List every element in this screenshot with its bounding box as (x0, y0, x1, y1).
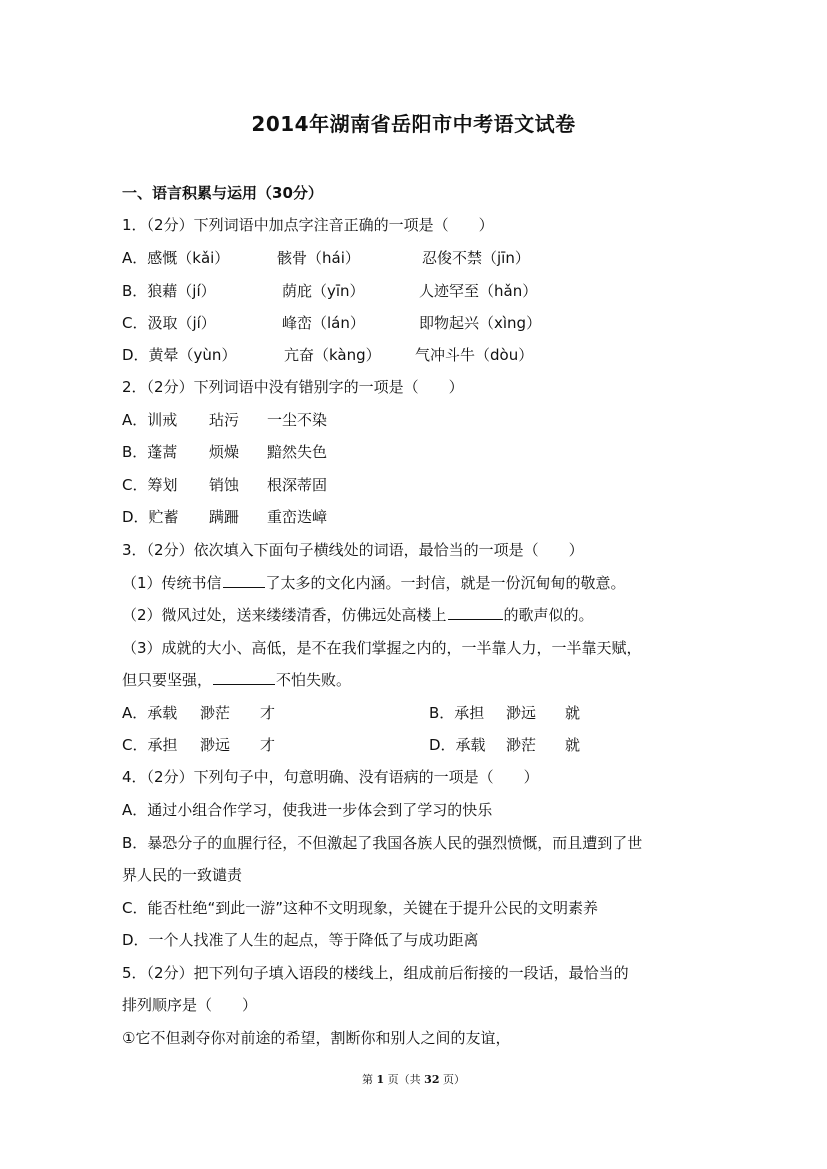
q4-option-d: D．一个人找准了人生的起点，等于降低了与成功距离 (122, 931, 479, 949)
question-3-stem: 3．（2分）依次填入下面句子横线处的词语，最恰当的一项是（ ） (122, 541, 584, 559)
q1-b-word3: 人迹罕至（hǎn） (419, 282, 538, 300)
q2-b-word1: B．蓬蒿 (122, 443, 178, 461)
q1-option-b (122, 281, 538, 301)
q5-sentence-1: ①它不但剥夺你对前途的希望，割断你和别人之间的友谊， (122, 1029, 511, 1047)
q3-sentence-3: （3）成就的大小、高低，是不在我们掌握之内的，一半靠人力，一半靠天赋， (122, 639, 642, 657)
footer-pre: 第 (362, 1073, 374, 1086)
q3-s2-post: 的歌声似的。 (503, 606, 594, 624)
q2-d-word3: 重峦迭嶂 (267, 508, 328, 526)
blank-3 (213, 670, 275, 685)
q1-d-word3: 气冲斗牛（dòu） (415, 346, 534, 364)
q3-d-w1: D．承载 (429, 736, 486, 754)
q1-c-word3: 即物起兴（xìng） (419, 314, 542, 332)
q1-a-word1: A．感慨（kǎi） (122, 249, 230, 267)
q3-d-w3: 就 (565, 736, 581, 754)
q3-sentence-2 (122, 605, 594, 625)
q3-a-w2: 渺茫 (200, 704, 231, 722)
q2-option-d (122, 507, 328, 527)
q3-s2-pre: （2）微风过处，送来缕缕清香，仿佛远处高楼上 (122, 606, 447, 624)
q3-b-w3: 就 (565, 704, 581, 722)
q1-b-word1: B．狼藉（jí） (122, 282, 216, 300)
q2-a-word3: 一尘不染 (267, 411, 328, 429)
footer-post: 页） (442, 1073, 465, 1086)
q2-a-word2: 玷污 (209, 411, 240, 429)
q1-d-word1: D．黄晕（yùn） (122, 346, 237, 364)
q1-a-word2: 骸骨（hái） (277, 249, 360, 267)
q3-sentence-3-cont (122, 670, 351, 690)
q2-c-word2: 销蚀 (209, 476, 240, 494)
q2-b-word2: 烦燥 (209, 443, 240, 461)
q4-option-b: B．暴恐分子的血腥行径，不但激起了我国各族人民的强烈愤慨，而且遭到了世 (122, 834, 643, 852)
q3-sentence-1 (122, 573, 626, 593)
footer-page-number: 1 (376, 1073, 385, 1086)
q1-b-word2: 荫庇（yīn） (282, 282, 365, 300)
q1-c-word2: 峰峦（lán） (282, 314, 365, 332)
q2-option-c (122, 475, 328, 495)
q3-s1-post: 了太多的文化内涵。一封信，就是一份沉甸甸的敬意。 (265, 574, 626, 592)
q2-c-word3: 根深蒂固 (267, 476, 328, 494)
q3-c-w1: C．承担 (122, 736, 178, 754)
blank-1 (223, 573, 265, 588)
page-title: 2014年湖南省岳阳市中考语文试卷 (251, 112, 576, 136)
q2-d-word2: 蹒跚 (209, 508, 240, 526)
q3-s4-pre: 但只要坚强， (122, 671, 213, 689)
question-5-stem: 5．（2分）把下列句子填入语段的楼线上，组成前后衔接的一段话，最恰当的 (122, 964, 629, 982)
footer-total-pages: 32 (424, 1073, 440, 1086)
q2-c-word1: C．筹划 (122, 476, 178, 494)
q1-a-word3: 忍俊不禁（jīn） (422, 249, 530, 267)
q4-option-c: C．能否杜绝“到此一游”这种不文明现象，关键在于提升公民的文明素养 (122, 899, 599, 917)
section-heading: 一、语言积累与运用（30分） (122, 184, 323, 202)
blank-2 (448, 605, 503, 620)
q3-c-w3: 才 (260, 736, 276, 754)
q1-option-c (122, 313, 542, 333)
question-2-stem: 2．（2分）下列词语中没有错别字的一项是（ ） (122, 378, 464, 396)
q1-c-word1: C．汲取（jí） (122, 314, 216, 332)
q1-d-word2: 亢奋（kàng） (284, 346, 381, 364)
q2-b-word3: 黯然失色 (267, 443, 328, 461)
footer-mid: 页（共 (387, 1073, 421, 1086)
q3-b-w2: 渺远 (506, 704, 537, 722)
question-4-stem: 4．（2分）下列句子中，句意明确、没有语病的一项是（ ） (122, 768, 539, 786)
q3-b-w1: B．承担 (429, 704, 485, 722)
q2-d-word1: D．贮蓄 (122, 508, 179, 526)
question-1-stem: 1．（2分）下列词语中加点字注音正确的一项是（ ） (122, 216, 494, 234)
q3-c-w2: 渺远 (200, 736, 231, 754)
q3-options-ab (122, 703, 581, 723)
q1-option-d (122, 345, 534, 365)
q1-option-a (122, 248, 530, 268)
q4-option-b-cont: 界人民的一致谴责 (122, 866, 243, 884)
page-footer (0, 1071, 827, 1087)
q3-s4-post: 不怕失败。 (276, 671, 352, 689)
q3-s1-pre: （1）传统书信 (122, 574, 222, 592)
q3-a-w1: A．承载 (122, 704, 178, 722)
question-5-stem-cont: 排列顺序是（ ） (122, 996, 258, 1014)
q2-a-word1: A．训戒 (122, 411, 178, 429)
q3-options-cd (122, 735, 581, 755)
q3-a-w3: 才 (260, 704, 276, 722)
q2-option-a (122, 410, 328, 430)
q2-option-b (122, 442, 328, 462)
q3-d-w2: 渺茫 (506, 736, 537, 754)
q4-option-a: A．通过小组合作学习，使我进一步体会到了学习的快乐 (122, 801, 493, 819)
